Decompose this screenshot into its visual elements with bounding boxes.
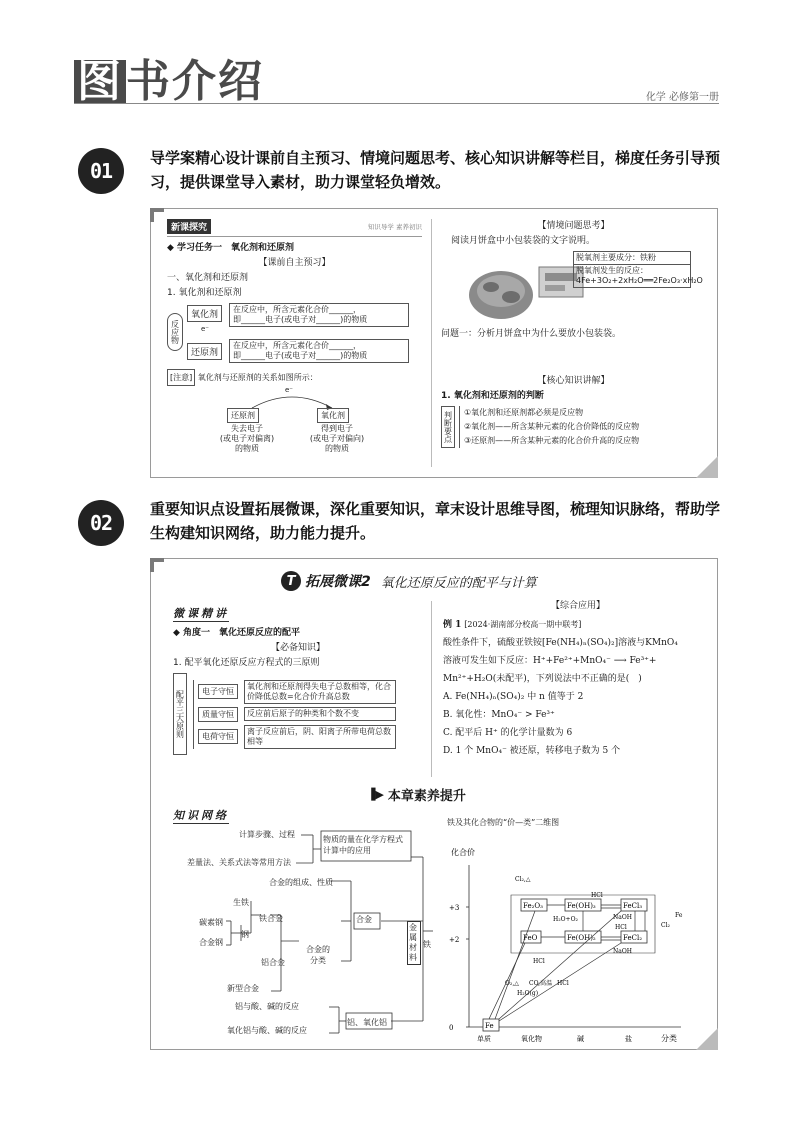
x-tick-label: 盐	[625, 1035, 632, 1043]
header-title	[74, 48, 264, 107]
oxidant-label: 氧化剂	[187, 305, 222, 322]
y-tick-label: +2	[449, 936, 460, 944]
x-tick-label: 碱	[577, 1035, 584, 1043]
banner-title: 拓展微课2	[305, 574, 371, 590]
principles-label: 配平三大原则	[173, 673, 187, 755]
edge-label: O₂,△	[505, 980, 519, 987]
relation-right-desc: 得到电子 (或电子对偏向) 的物质	[309, 424, 365, 453]
comprehensive-bracket: 【综合应用】	[550, 601, 605, 611]
net-alloy-comp: 合金的组成、性质	[269, 878, 333, 887]
net-calc-center: 物质的量在化学方程式计算中的应用	[323, 835, 403, 855]
panel-2-right	[443, 599, 713, 760]
valence-class-chart	[445, 835, 695, 1047]
header-subtitle: 化学 必修第一册	[645, 92, 719, 103]
new-lesson-tag: 新课探究	[167, 219, 211, 234]
panel-1-left	[167, 219, 422, 466]
preview-bracket: 【课前自主预习】	[258, 258, 331, 268]
note-label: [注意]	[167, 369, 195, 386]
banner-icon: T	[281, 571, 301, 591]
net-metal-material: 金属材料	[407, 921, 421, 965]
micro-lesson-tag: 微课精讲	[173, 607, 229, 620]
reductant-label: 还原剂	[187, 343, 222, 360]
question-1: 问题一：分析月饼盒中为什么要放小包装袋。	[441, 329, 622, 339]
angle-heading: ◆ 角度一 氧化还原反应的配平	[173, 628, 301, 638]
edge-label: Cl₂	[661, 922, 670, 929]
play-icon: ▐▶	[367, 788, 384, 801]
species-fecl2: FeCl₂	[623, 934, 643, 942]
point-3: ③还原剂——所含某种元素的化合价升高的反应物	[464, 436, 640, 445]
scenario-intro: 阅读月饼盒中小包装袋的文字说明。	[451, 236, 596, 246]
principles-diagram	[173, 673, 423, 755]
section-2-panel	[150, 558, 718, 1050]
relation-electron: e⁻	[285, 386, 294, 394]
section-1-panel	[150, 208, 718, 478]
header-rule	[74, 103, 719, 104]
net-calc-steps: 计算步骤、过程	[239, 830, 295, 839]
edge-label: NaOH	[613, 914, 632, 921]
section-1-number: 01	[78, 148, 124, 194]
net-calc-methods: 差量法、关系式法等常用方法	[187, 858, 291, 867]
species-fe2o3: Fe₂O₃	[523, 902, 543, 910]
rule-charge: 电荷守恒 离子反应前后，阴、阳离子所带电荷总数相等	[198, 725, 396, 749]
principles-heading: 1. 配平氧化还原反应方程式的三原则	[173, 658, 320, 668]
edge-label: Fe	[675, 912, 683, 919]
option-c: C. 配平后 H⁺ 的化学计量数为 6	[443, 728, 573, 738]
x-tick-label: 氧化物	[521, 1035, 542, 1043]
scenario-bracket: 【情境问题思考】	[537, 221, 610, 231]
edge-label: HCl	[557, 980, 569, 987]
net-alloy: 合金	[356, 915, 372, 924]
net-al-center: 铝、氧化铝	[347, 1018, 387, 1027]
reaction-arrow	[499, 911, 621, 1019]
electron-label: e⁻	[201, 325, 210, 333]
net-alloy-steel: 合金钢	[199, 938, 223, 947]
page-fold-2	[696, 1028, 718, 1050]
task-heading: ◆ 学习任务一 氧化剂和还原剂	[167, 243, 295, 253]
title-char-2: 书	[126, 56, 172, 107]
heading-1: 一、氧化剂和还原剂	[167, 273, 249, 283]
species-fecl3: FeCl₃	[623, 902, 643, 910]
note-text: 氧化剂与还原剂的关系如图所示：	[197, 373, 318, 382]
package-label: 脱氧剂主要成分：铁粉 脱氧剂发生的反应：4Fe+3O₂+2xH₂O══2Fe₂O₃·xH₂O	[573, 251, 691, 288]
core-bracket: 【核心知识讲解】	[537, 376, 610, 386]
chart-title: 铁及其化合物的“价—类”二维图	[447, 818, 560, 827]
section-1-text: 导学案精心设计课前自主预习、情境问题思考、核心知识讲解等栏目，梯度任务引导预习，提供课堂导入素材，助力课堂轻负增效。	[150, 149, 721, 191]
section-2-text: 重要知识点设置拓展微课，深化重要知识，章末设计思维导图，梳理知识脉络，帮助学生构建知识网络，助力能力提升。	[150, 500, 721, 542]
relation-oxidant: 氧化剂	[317, 408, 349, 423]
title-char-1: 图	[74, 60, 126, 104]
edge-label: CO,高温	[529, 980, 553, 987]
option-a: A. Fe(NH₄)ₙ(SO₄)₂ 中 n 值等于 2	[443, 692, 584, 702]
edge-label: H₂O+O₂	[553, 916, 578, 923]
option-b: B. 氧化性：MnO₄⁻ > Fe³⁺	[443, 710, 555, 720]
net-iron: 铁	[423, 940, 431, 949]
core-heading: 1. 氧化剂和还原剂的判断	[441, 391, 544, 401]
point-2: ②氧化剂——所含某种元素的化合价降低的反应物	[464, 422, 640, 431]
x-tick-label: 单质	[477, 1035, 491, 1043]
title-char-4: 绍	[218, 56, 264, 107]
edge-label: Cl₂,△	[515, 876, 531, 883]
banner-subtitle: 氧化还原反应的配平与计算	[380, 575, 537, 591]
judgment-points	[441, 406, 706, 448]
reductant-desc: 在反应中，所含元素化合价______， 即______电子(或电子对______)的物质	[229, 339, 409, 363]
net-iron-alloy: 铁合金	[259, 914, 283, 923]
example-source: [2024·湖南部分校高一期中联考]	[464, 620, 582, 629]
net-carbon-steel: 碳素钢	[199, 918, 223, 927]
y-axis-label: 化合价	[451, 848, 475, 857]
net-al-rxn: 铝与酸、碱的反应	[235, 1002, 299, 1011]
relation-reductant: 还原剂	[227, 408, 259, 423]
species-feoh2: Fe(OH)₂	[567, 934, 596, 942]
oxidant-desc: 在反应中，所含元素化合价______， 即______电子(或电子对______)的物质	[229, 303, 409, 327]
judgment-label: 判断要点	[441, 406, 455, 448]
edge-label: HCl	[533, 958, 545, 965]
title-char-3: 介	[172, 56, 218, 107]
example-lines: 酸性条件下，硫酸亚铁铵[Fe(NH₄)ₙ(SO₄)₂]溶液与KMnO₄ 溶液可发生如下反应：H⁺+Fe²⁺+MnO₄⁻ ⟶ Fe³⁺+ Mn²⁺+H₂O(未配平)，下列说法中不正确的是( ) A. Fe(NH₄)ₙ(SO₄)₂ 中 n 值等于 2 B. 氧化性：MnO₄⁻ > Fe³⁺ C. 配平后 H⁺ 的化学计量数为 6 D. 1 个 MnO₄⁻ 被还原，转移电子数为 5 个	[443, 634, 713, 760]
species-feoh3: Fe(OH)₃	[567, 902, 596, 910]
net-pig-iron: 生铁	[233, 898, 249, 907]
x-axis-label: 分类	[661, 1034, 677, 1043]
network-tag: 知识网络	[173, 809, 229, 822]
edge-label: HCl	[591, 892, 603, 899]
chapter-title: ▐▶ 本章素养提升	[367, 788, 466, 804]
net-al-alloy: 铝合金	[261, 958, 285, 967]
point-1: ①氧化剂和还原剂都必须是反应物	[464, 408, 584, 417]
relation-left-desc: 失去电子 (或电子对偏离) 的物质	[219, 424, 275, 453]
edge-label: NaOH	[613, 948, 632, 955]
y-tick-label: 0	[449, 1024, 454, 1032]
edge-label: H₂O(g)	[517, 990, 539, 997]
tag-right-text: 知识导学 素养初识	[367, 223, 422, 231]
page-fold	[696, 456, 718, 478]
example-label: 例 1	[443, 620, 462, 630]
species-feo: FeO	[523, 934, 538, 942]
net-alloy-class: 合金的分类	[306, 945, 330, 965]
relation-diagram	[167, 386, 422, 466]
y-tick-label: +3	[449, 904, 460, 912]
reaction-arrow	[495, 911, 535, 1019]
rule-electron: 电子守恒 氧化剂和还原剂得失电子总数相等，化合价降低总数=化合价升高总数	[198, 680, 396, 704]
net-al2o3-rxn: 氧化铝与酸、碱的反应	[227, 1026, 307, 1035]
edge-label: HCl	[615, 924, 627, 931]
lesson-banner	[281, 571, 537, 591]
rule-mass: 质量守恒 反应前后原子的种类和个数不变	[198, 707, 396, 722]
oxidant-reductant-diagram	[167, 303, 422, 365]
note-line	[167, 369, 422, 386]
species-fe: Fe	[485, 1022, 494, 1030]
panel-2-left	[173, 605, 423, 755]
essential-bracket: 【必备知识】	[270, 643, 325, 653]
section-2-number: 02	[78, 500, 124, 546]
mooncake-image	[461, 253, 591, 323]
net-steel: 钢	[241, 930, 249, 939]
scenario-figure	[441, 251, 706, 325]
net-new-alloy: 新型合金	[227, 984, 259, 993]
electron-arrow	[167, 386, 422, 466]
reactant-label: 反应物	[167, 313, 183, 351]
heading-2: 1. 氧化剂和还原剂	[167, 288, 242, 298]
option-d: D. 1 个 MnO₄⁻ 被还原，转移电子数为 5 个	[443, 746, 621, 756]
panel-1-right	[441, 219, 706, 448]
